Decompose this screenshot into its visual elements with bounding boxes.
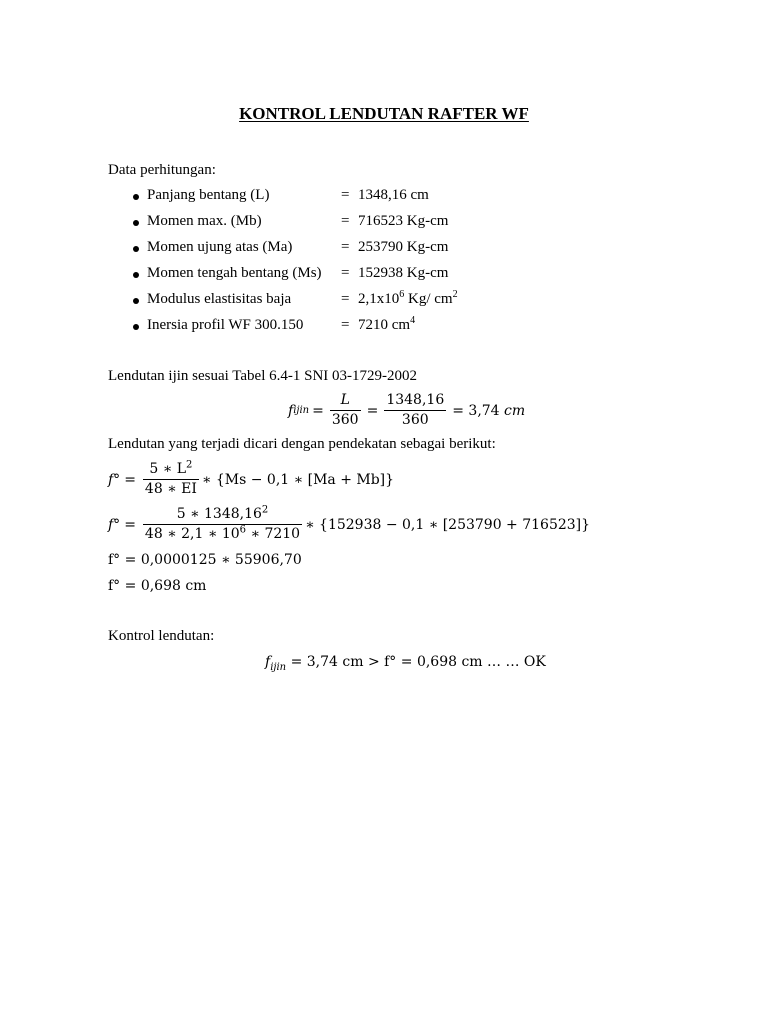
bullet-icon (133, 220, 139, 226)
data-label: Data perhitungan: (108, 162, 216, 178)
formula-general: f° = $\frac{5 ∗ L^2}{48 ∗ EI}$ ∗ {Ms − 0,1 ∗ [Ma + Mb]} (108, 459, 395, 497)
item-eq: = (341, 187, 350, 203)
item-label: Panjang bentang (L) (147, 187, 270, 203)
item-eq: = (341, 317, 350, 333)
item-value: 1348,16 cm (358, 187, 429, 203)
formula-substituted: f° = $\frac{5 ∗ 1348,16^2}{48 ∗ 2,1 ∗ 10^6 ∗ 7210}$ ∗ {152938 − 0,1 ∗ [253790 + 716523]} (108, 504, 591, 542)
bullet-icon (133, 324, 139, 330)
item-label: Momen tengah bentang (Ms) (147, 265, 322, 281)
bullet-icon (133, 298, 139, 304)
item-value: 152938 Kg-cm (358, 265, 449, 281)
bullet-icon (133, 246, 139, 252)
item-eq: = (341, 265, 350, 281)
ijin-text: Lendutan ijin sesuai Tabel 6.4-1 SNI 03-1729-2002 (108, 368, 418, 384)
bullet-icon (133, 272, 139, 278)
item-value: 253790 Kg-cm (358, 239, 449, 255)
ijin-formula: f ijin = $\frac{L}{360}$ = $\frac{1348,16}{360}$ = 3,74 cm (288, 392, 526, 428)
formula-result: f° = 0,698 cm (108, 578, 207, 594)
kontrol-text: Kontrol lendutan: (108, 628, 215, 644)
item-eq: = (341, 213, 350, 229)
bullet-icon (133, 194, 139, 200)
item-eq: = (341, 239, 350, 255)
item-label: Momen max. (Mb) (147, 213, 262, 229)
formula-step: f° = 0,0000125 ∗ 55906,70 (108, 552, 302, 568)
item-label: Modulus elastisitas baja (147, 291, 292, 307)
page-title: KONTROL LENDUTAN RAFTER WF (239, 104, 529, 123)
item-value: $2,1x10^6$ Kg/ $cm^2$ (358, 289, 458, 307)
item-label: Momen ujung atas (Ma) (147, 239, 293, 255)
kontrol-formula: $f_{ijin} = 3,74$ cm > f° = 0,698 cm … … OK (265, 654, 546, 673)
item-value: 716523 Kg-cm (358, 213, 449, 229)
terjadi-text: Lendutan yang terjadi dicari dengan pendekatan sebagai berikut: (108, 436, 496, 452)
item-value: 7210 $cm^4$ (358, 315, 416, 333)
item-eq: = (341, 291, 350, 307)
item-label: Inersia profil WF 300.150 (147, 317, 304, 333)
